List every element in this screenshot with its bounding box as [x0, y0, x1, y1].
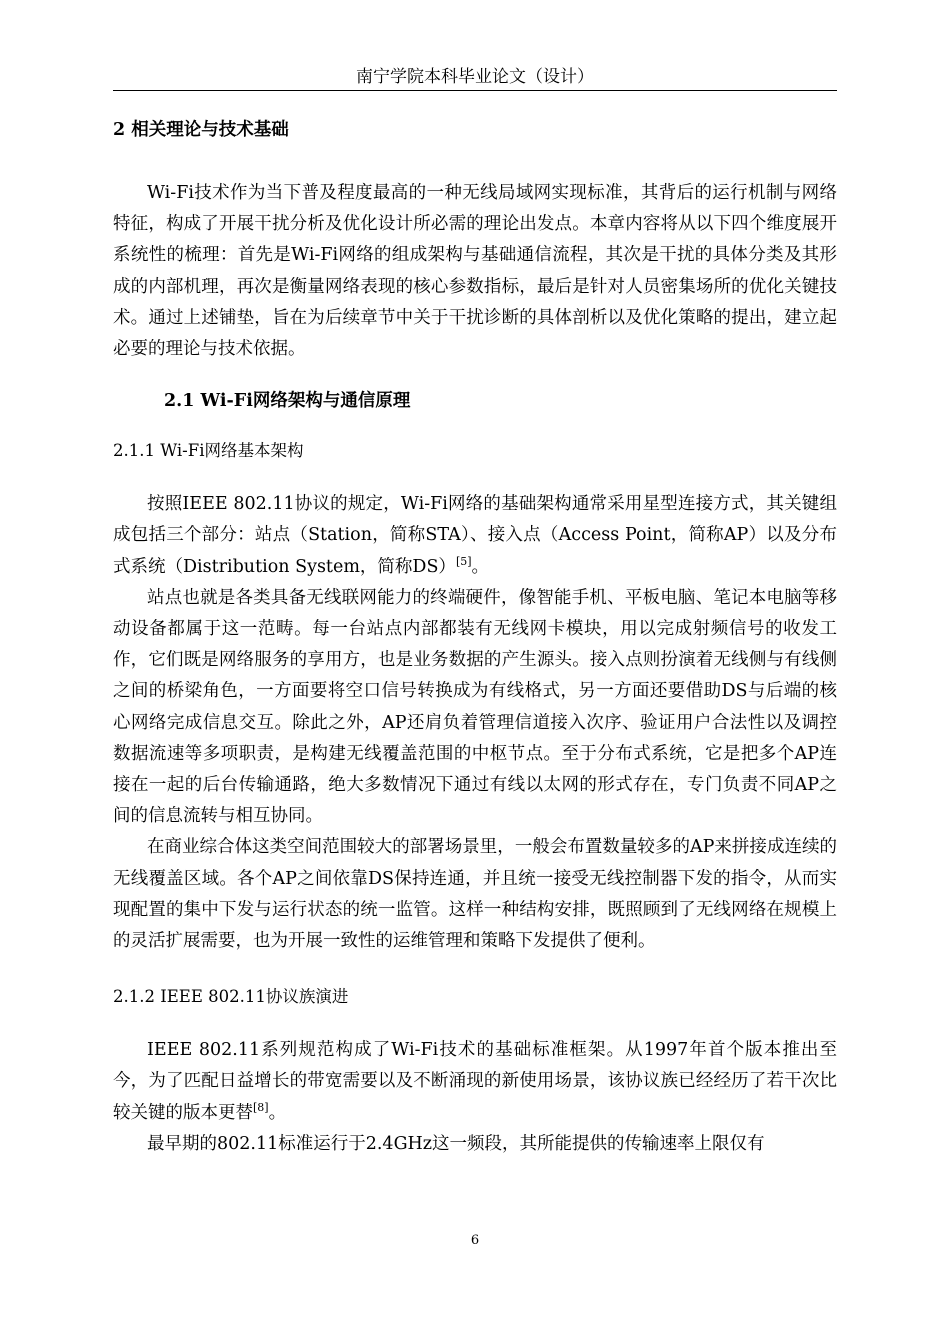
paragraph-early-standard: 最早期的802.11标准运行于2.4GHz这一频段，其所能提供的传输速率上限仅有: [147, 1133, 765, 1154]
paragraph-commercial-deployment: 在商业综合体这类空间范围较大的部署场景里，一般会布置数量较多的AP来拼接成连续的无线覆盖区域。各个AP之间依靠DS保持连通，并且统一接受无线控制器下发的指令，从而实现配置的集中下发与运行状态的统一监管。这样一种结构安排，既照顾到了无线网络在规模上的灵活扩展需要，也为开展一致性的运维管理和策略下发提供了便利。: [113, 837, 837, 952]
subsubsection-heading-2-1-1: 2.1.1 Wi-Fi网络基本架构: [113, 441, 304, 461]
section-number: 2: [113, 120, 126, 140]
running-header: 南宁学院本科毕业论文（设计）: [113, 66, 837, 91]
subsection-title: Wi-Fi网络架构与通信原理: [200, 391, 411, 412]
section-intro-paragraph: Wi-Fi技术作为当下普及程度最高的一种无线局域网实现标准，其背后的运行机制与网络特征，构成了开展干扰分析及优化设计所必需的理论出发点。本章内容将从以下四个维度展开系统性的梳理：首先是Wi-Fi网络的组成架构与基础通信流程，其次是干扰的具体分类及其形成的内部机理，再次是衡量网络表现的核心参数指标，最后是针对人员密集场所的优化关键技术。通过上述铺垫，旨在为后续章节中关于干扰诊断的具体剖析以及优化策略的提出，建立起必要的理论与技术依据。: [113, 183, 837, 360]
paragraph-end: 。: [268, 1102, 287, 1123]
paragraph-architecture-intro: [113, 489, 837, 583]
paragraph-end: 。: [471, 556, 490, 577]
section-title: 相关理论与技术基础: [131, 120, 289, 140]
paragraph-text: 按照IEEE 802.11协议的规定，Wi-Fi网络的基础架构通常采用星型连接方式，其关键组成包括三个部分：站点（Station，简称STA）、接入点（Access Point，简称AP）以及分布式系统（Distribution System，简称DS）: [113, 494, 837, 577]
paragraph-text: IEEE 802.11系列规范构成了Wi-Fi技术的基础标准框架。从1997年首个版本推出至今，为了匹配日益增长的带宽需要以及不断涌现的新使用场景，该协议族已经经历了若干次比较关键的版本更替: [113, 1040, 837, 1123]
body-text: [113, 112, 837, 1160]
paragraph-station-ap: 站点也就是各类具备无线联网能力的终端硬件，像智能手机、平板电脑、笔记本电脑等移动设备都属于这一范畴。每一台站点内部都装有无线网卡模块，用以完成射频信号的收发工作，它们既是网络服务的享用方，也是业务数据的产生源头。接入点则扮演着无线侧与有线侧之间的桥梁角色，一方面要将空口信号转换成为有线格式，另一方面还要借助DS与后端的核心网络完成信息交互。除此之外，AP还肩负着管理信道接入次序、验证用户合法性以及调控数据流速等多项职责，是构建无线覆盖范围的中枢节点。至于分布式系统，它是把多个AP连接在一起的后台传输通路，绝大多数情况下通过有线以太网的形式存在，专门负责不同AP之间的信息流转与相互协同。: [113, 587, 837, 827]
subsection-number: 2.1: [164, 391, 195, 412]
citation-marker: [5]: [455, 554, 472, 568]
citation-marker: [8]: [253, 1100, 269, 1114]
page-number: 6: [470, 1233, 480, 1248]
section-heading: [113, 118, 837, 142]
paragraph-protocol-evolution: [113, 1035, 837, 1129]
subsection-heading: [113, 389, 837, 413]
subsubsection-heading-2-1-2: 2.1.2 IEEE 802.11协议族演进: [113, 987, 349, 1007]
